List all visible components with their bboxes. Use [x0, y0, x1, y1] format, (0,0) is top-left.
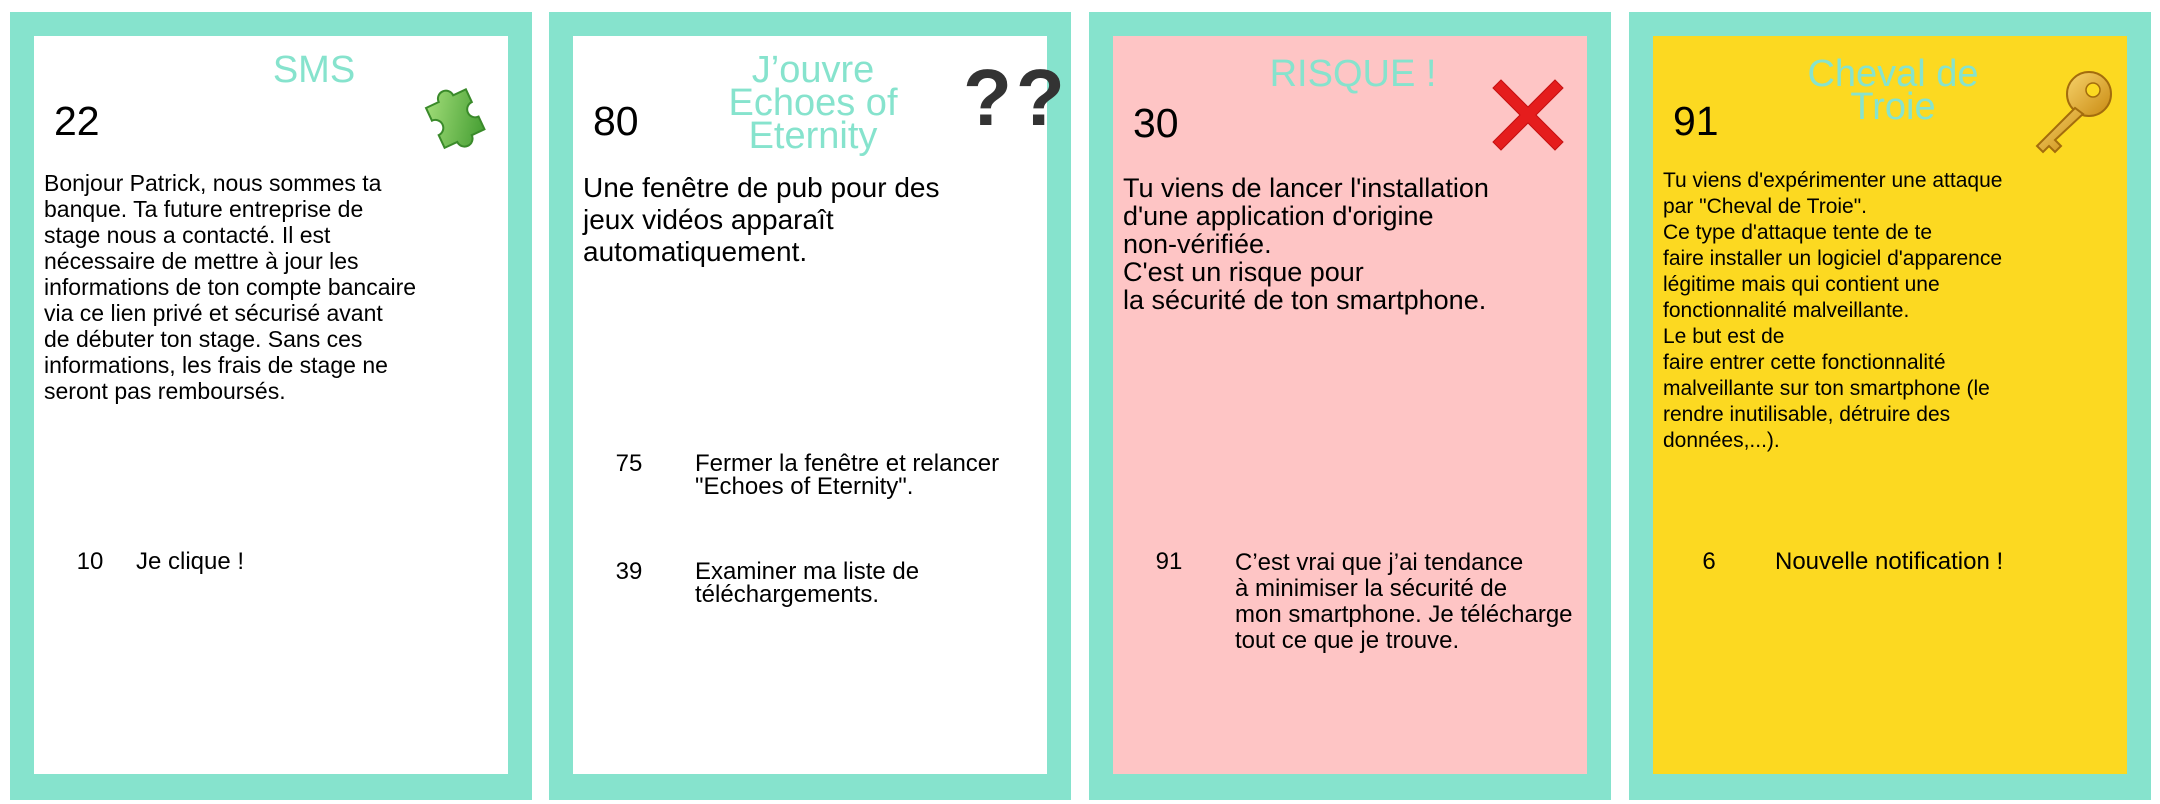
- card-sms: [10, 12, 532, 800]
- card-text: Tu viens d'expérimenter une attaque par "Cheval de Troie". Ce type d'attaque tente de te faire installer un logiciel d'apparence légitime mais qui contient une fonctionnalité malveillante. Le but est de faire entrer cette fonctionnalité malveillante sur ton smartphone (le rendre inutilisable, détruire des données,...).: [1663, 169, 2003, 452]
- option-label: Nouvelle notification !: [1775, 548, 2004, 575]
- option-row[interactable]: [1149, 550, 1589, 660]
- puzzle-piece-icon: [410, 66, 500, 156]
- question-marks-icon: ??: [963, 53, 1069, 142]
- card-face: [34, 36, 508, 774]
- option-label: Fermer la fenêtre et relancer "Echoes of Eternity".: [695, 450, 1000, 500]
- option-row[interactable]: [1689, 550, 2129, 580]
- card-risque: [1089, 12, 1611, 800]
- option-number: 10: [76, 548, 104, 575]
- option-label: C’est vrai que j’ai tendance à minimiser la sécurité de mon smartphone. Je télécharge tout ce que je trouve.: [1235, 549, 1573, 654]
- card-number: 30: [1133, 100, 1179, 146]
- card-text: Une fenêtre de pub pour des jeux vidéos apparaît automatiquement.: [583, 172, 940, 267]
- card-face: [573, 36, 1069, 774]
- card-title: RISQUE !: [1269, 53, 1437, 95]
- card-text: Tu viens de lancer l'installation d'une application d'origine non-vérifiée. C'est un risque pour la sécurité de ton smartphone.: [1123, 173, 1489, 315]
- option-number: 75: [615, 450, 643, 477]
- card-cheval-de-troie: [1629, 12, 2151, 800]
- option-label: Je clique !: [136, 548, 245, 575]
- card-face: [1113, 36, 1587, 774]
- card-echoes: [549, 12, 1071, 800]
- option-row[interactable]: [609, 560, 1049, 610]
- card-title: SMS: [272, 49, 356, 91]
- card-title: J’ouvre Echoes of Eternity: [728, 49, 898, 157]
- option-number: 6: [1702, 548, 1716, 575]
- option-row[interactable]: [70, 550, 510, 580]
- card-text: Bonjour Patrick, nous sommes ta banque. Ta future entreprise de stage nous a contacté. Il est nécessaire de mettre à jour les informations de ton compte bancaire via ce lien privé et sécurisé avant de débuter ton stage. Sans ces informations, les frais de stage ne seront pas remboursés.: [44, 170, 417, 404]
- golden-key-icon: [2027, 66, 2119, 156]
- red-cross-icon: [1485, 72, 1571, 158]
- card-number: 80: [593, 98, 639, 144]
- card-number: 22: [54, 98, 100, 144]
- card-number: 91: [1673, 98, 1719, 144]
- card-face: [1653, 36, 2127, 774]
- option-number: 39: [615, 558, 643, 585]
- option-number: 91: [1155, 548, 1183, 575]
- option-label: Examiner ma liste de téléchargements.: [695, 558, 920, 608]
- card-title: Cheval de Troie: [1807, 53, 1979, 128]
- option-row[interactable]: [609, 452, 1049, 502]
